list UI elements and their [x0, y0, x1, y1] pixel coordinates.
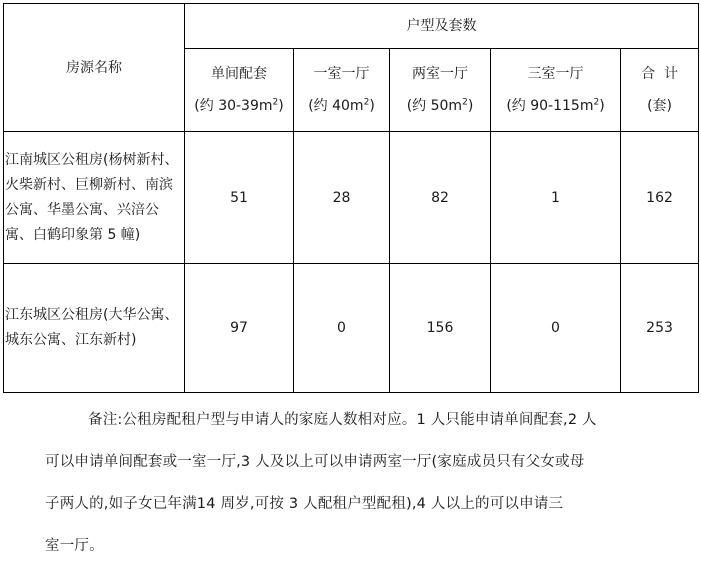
cell-single-room: 97 — [185, 264, 294, 393]
column-header-label: 两室一厅 — [412, 66, 468, 82]
cell-total: 162 — [621, 132, 699, 264]
column-header-unit: (套) — [647, 98, 672, 114]
column-header-label: 一室一厅 — [313, 66, 370, 82]
column-header-label: 三室一厅 — [527, 66, 584, 82]
footnote-line: 备注:公租房配租户型与申请人的家庭人数相对应。1 人只能申请单间配套,2 人 — [88, 412, 597, 428]
housing-table-container — [3, 3, 699, 393]
column-header-label: 单间配套 — [211, 66, 267, 82]
column-header-area: (约 $50m^2$) — [406, 97, 474, 114]
table-row — [4, 264, 699, 393]
column-header-label: 合 计 — [641, 66, 678, 82]
cell-one-bedroom: 0 — [294, 264, 390, 393]
cell-total: 253 — [621, 264, 699, 393]
footnote — [45, 399, 675, 566]
column-header-one-bedroom — [294, 49, 390, 132]
column-header-single-room — [185, 49, 294, 132]
cell-two-bedroom: 82 — [390, 132, 491, 264]
cell-one-bedroom: 28 — [294, 132, 390, 264]
row-source-name: 江东城区公租房(大华公寓、城东公寓、江东新村) — [4, 264, 185, 393]
unit-type-group-header: 户型及套数 — [185, 4, 699, 49]
column-header-area: (约 $90-115m^2$) — [506, 97, 605, 114]
footnote-line: 子两人的,如子女已年满14 周岁,可按 3 人配租户型配租),4 人以上的可以申请三 — [45, 496, 564, 512]
header-row-1 — [4, 4, 699, 49]
table-row — [4, 132, 699, 264]
column-header-two-bedroom — [390, 49, 491, 132]
cell-two-bedroom: 156 — [390, 264, 491, 393]
cell-three-bedroom: 0 — [491, 264, 621, 393]
column-header-three-bedroom — [491, 49, 621, 132]
column-header-total — [621, 49, 699, 132]
cell-three-bedroom: 1 — [491, 132, 621, 264]
source-name-header: 房源名称 — [4, 4, 185, 132]
footnote-line: 室一厅。 — [45, 538, 104, 554]
column-header-area: (约 $30-39m^2$) — [194, 97, 284, 114]
column-header-area: (约 $40m^2$) — [308, 97, 375, 114]
footnote-line: 可以申请单间配套或一室一厅,3 人及以上可以申请两室一厅(家庭成员只有父女或母 — [45, 454, 585, 470]
cell-single-room: 51 — [185, 132, 294, 264]
housing-table — [3, 3, 699, 393]
row-source-name: 江南城区公租房(杨树新村、火柴新村、巨柳新村、南滨公寓、华墨公寓、兴涪公寓、白鹤印象第 5 幢) — [4, 132, 185, 264]
